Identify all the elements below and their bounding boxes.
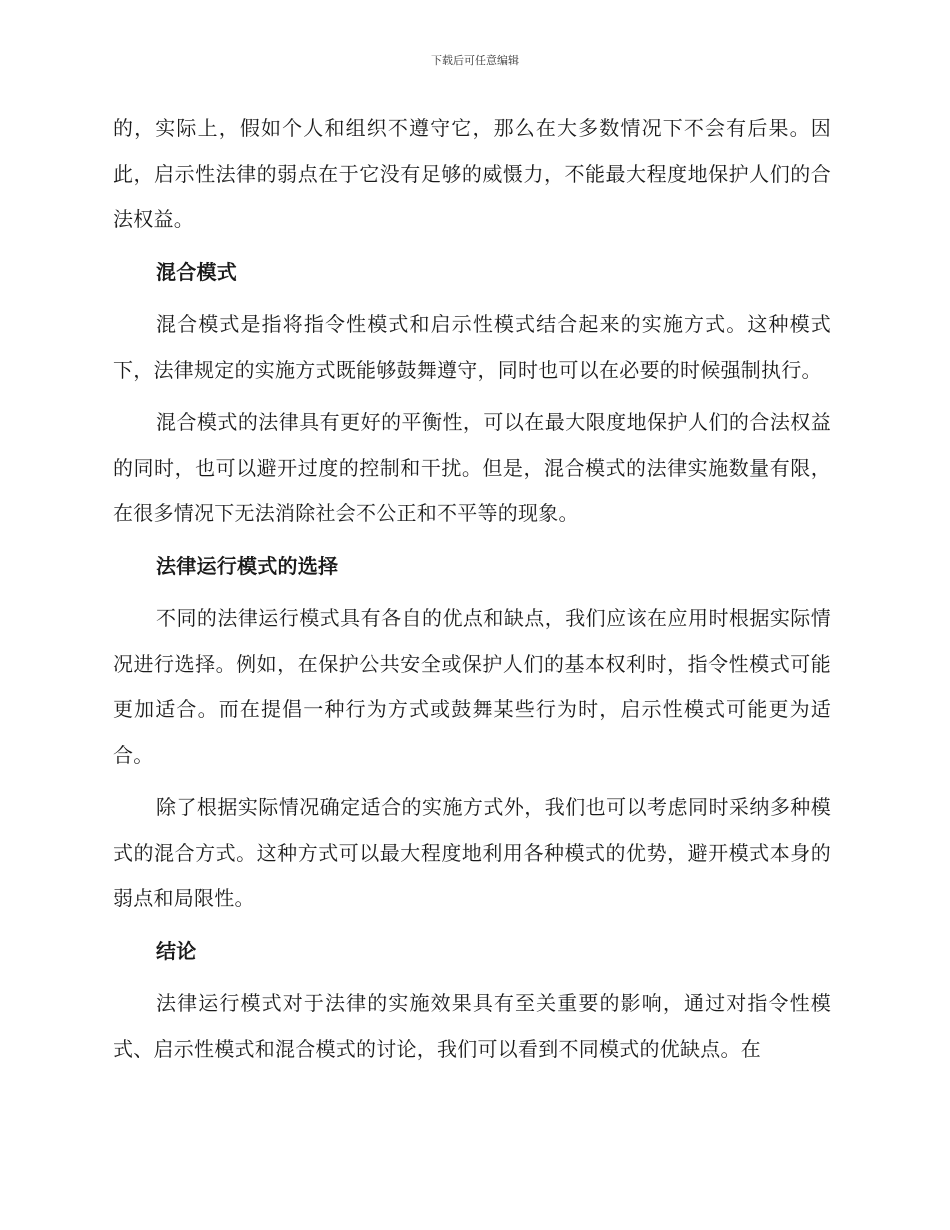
section-heading-mixed-mode: 混合模式 [156, 259, 237, 284]
section-heading-conclusion: 结论 [156, 938, 197, 963]
document-body [113, 106, 831, 1079]
paragraph-mixed-approach: 除了根据实际情况确定适合的实施方式外，我们也可以考虑同时采纳多种模式的混合方式。这种方式可以最大程度地利用各种模式的优势，避开模式本身的弱点和局限性。 [113, 795, 831, 910]
paragraph-mixed-mode-balance: 混合模式的法律具有更好的平衡性，可以在最大限度地保护人们的合法权益的同时，也可以避开过度的控制和干扰。但是，混合模式的法律实施数量有限，在很多情况下无法消除社会不公正和不平等的现象。 [113, 410, 831, 525]
paragraph-conclusion: 法律运行模式对于法律的实施效果具有至关重要的影响，通过对指令性模式、启示性模式和混合模式的讨论，我们可以看到不同模式的优缺点。在 [113, 991, 831, 1061]
section-heading-mode-selection: 法律运行模式的选择 [156, 553, 339, 578]
paragraph-continuation: 的，实际上，假如个人和组织不遵守它，那么在大多数情况下不会有后果。因此，启示性法律的弱点在于它没有足够的威慑力，不能最大程度地保护人们的合法权益。 [113, 116, 831, 231]
paragraph-mixed-mode-definition: 混合模式是指将指令性模式和启示性模式结合起来的实施方式。这种模式下，法律规定的实施方式既能够鼓舞遵守，同时也可以在必要的时候强制执行。 [113, 312, 831, 382]
page-header: 下载后可任意编辑 [431, 54, 519, 67]
paragraph-mode-selection: 不同的法律运行模式具有各自的优点和缺点，我们应该在应用时根据实际情况进行选择。例如，在保护公共安全或保护人们的基本权利时，指令性模式可能更加适合。而在提倡一种行为方式或鼓舞某些行为时，启示性模式可能更为适合。 [113, 606, 831, 767]
